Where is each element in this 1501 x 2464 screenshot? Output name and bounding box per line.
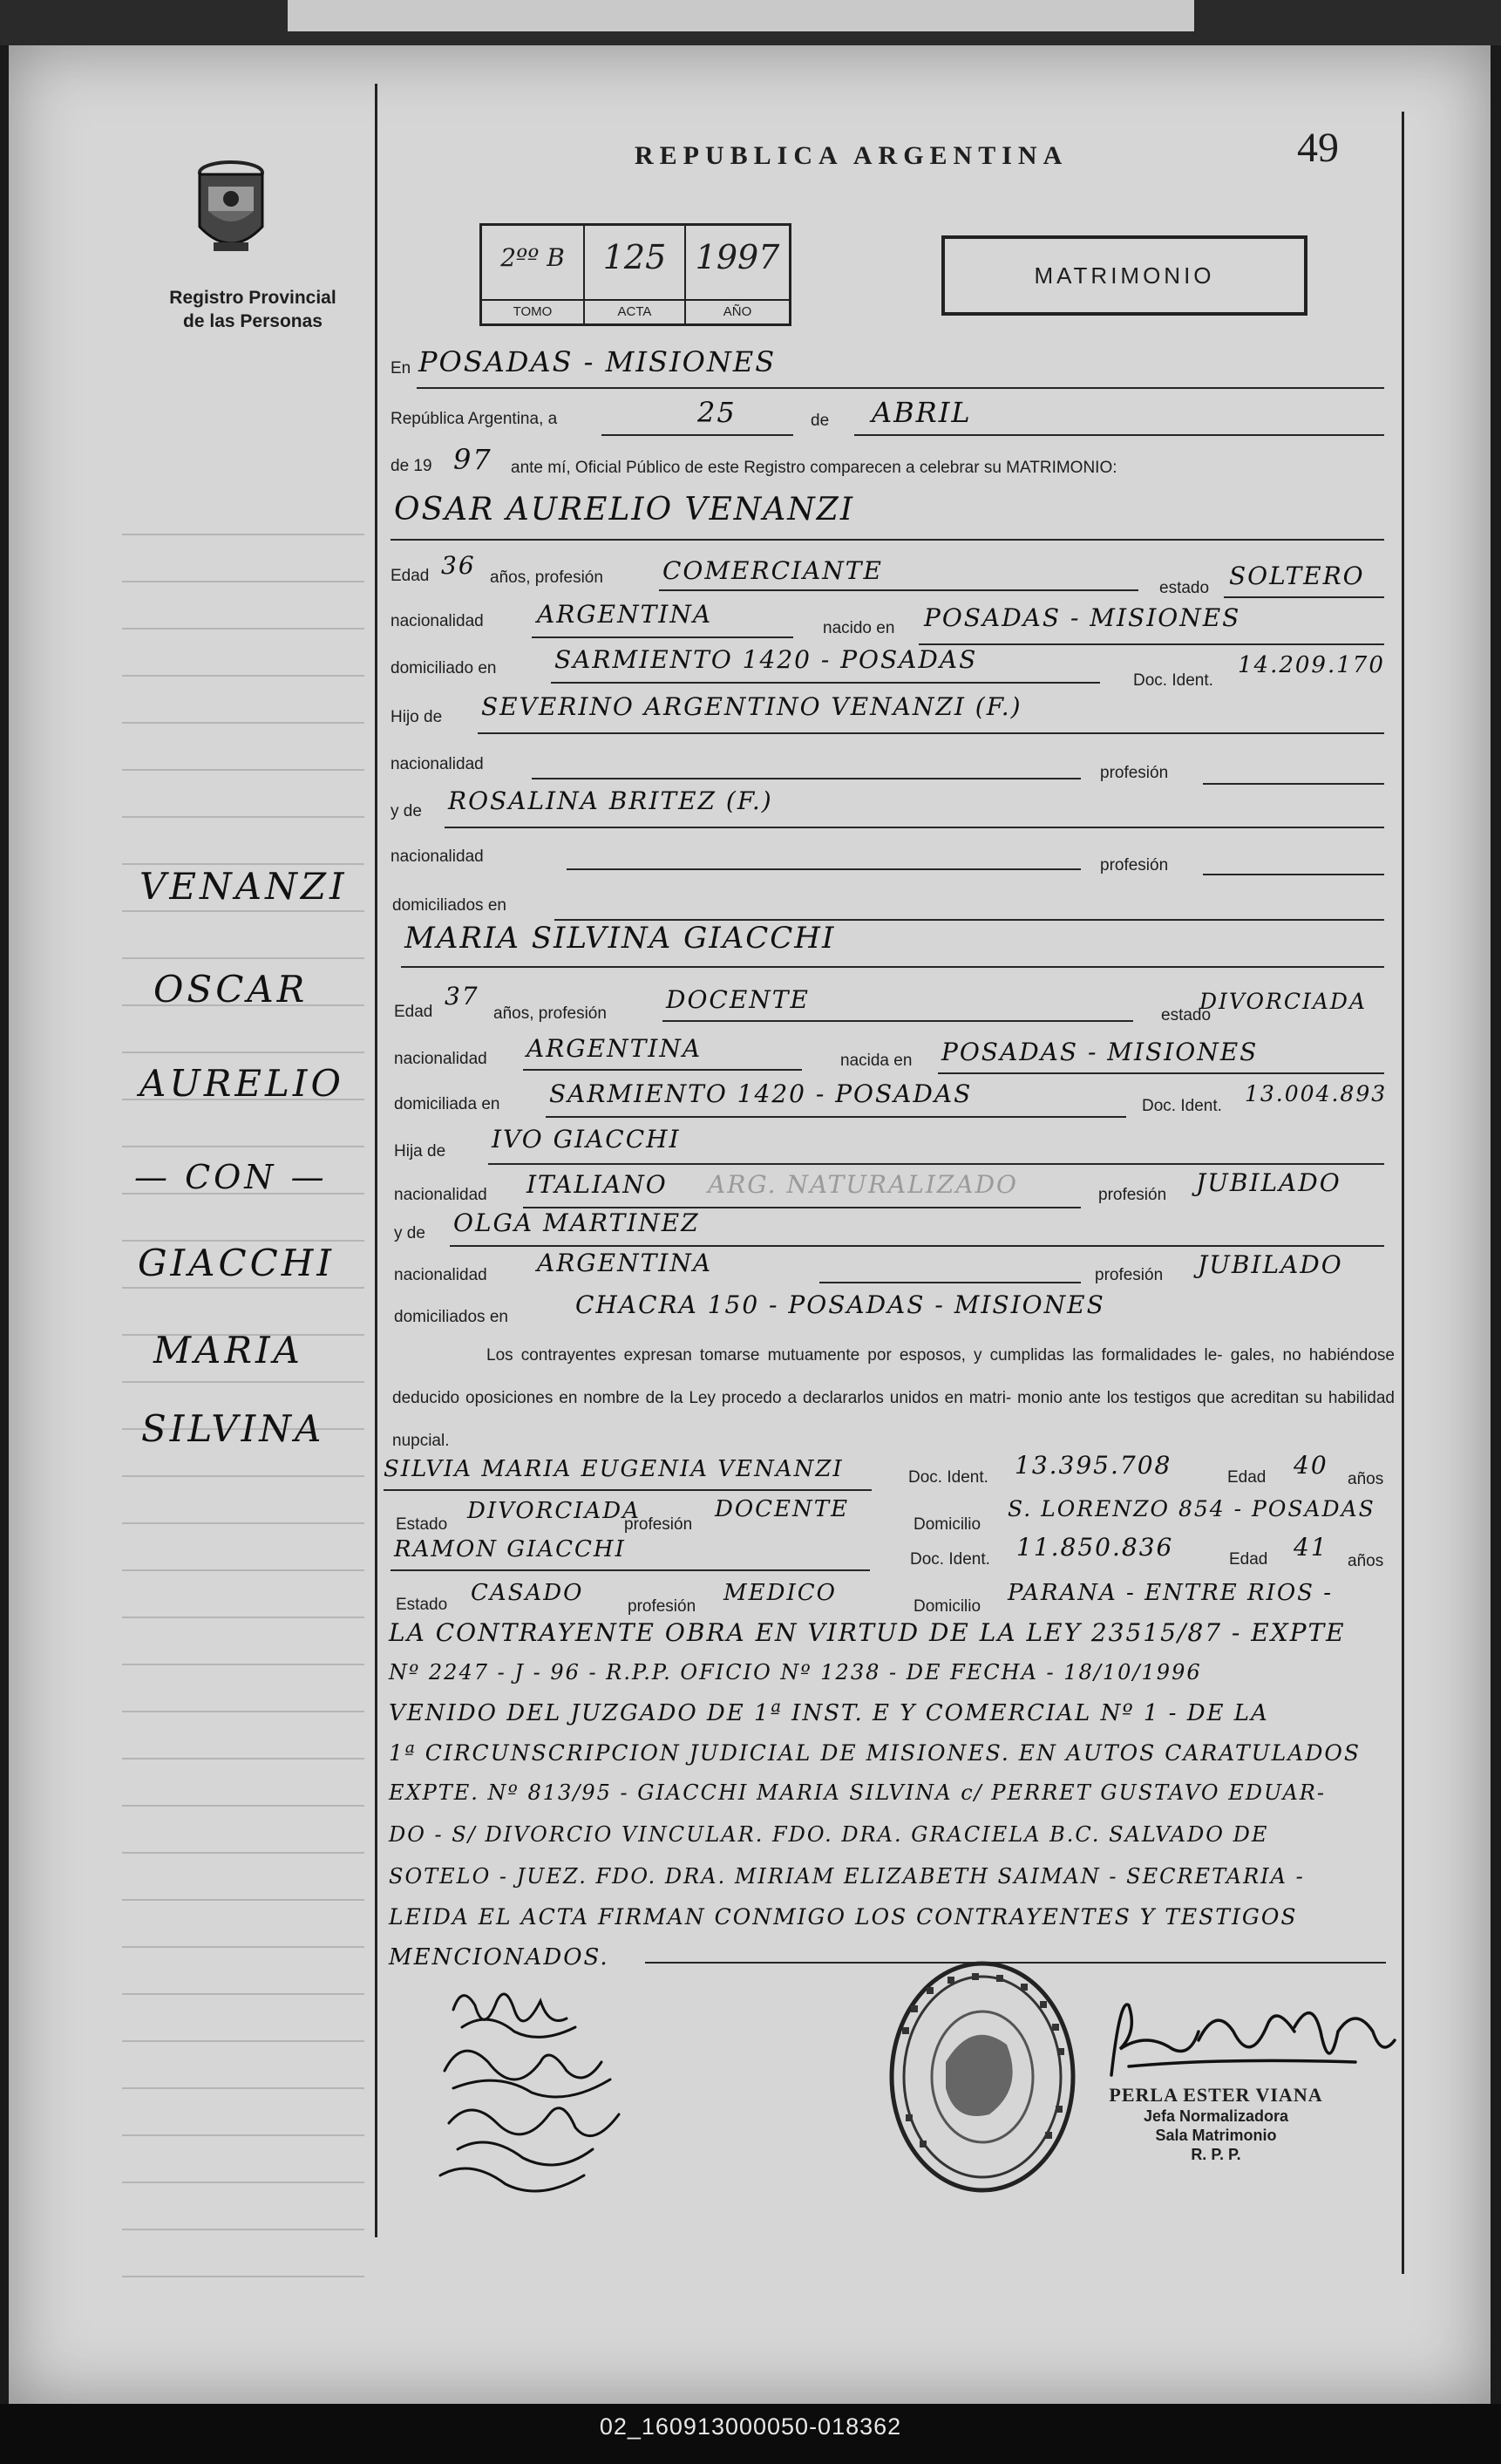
label-doc-w2: Doc. Ident.: [910, 1550, 990, 1569]
bride-birthplace-line: [938, 1072, 1384, 1074]
official-name: PERLA ESTER VIANA: [1109, 2084, 1323, 2106]
signatures-contrayentes-image: [436, 1975, 645, 2210]
groom-mother: ROSALINA BRITEZ (F.): [448, 786, 773, 815]
witness2-age: 41: [1294, 1533, 1328, 1562]
groom-profession-line: [659, 589, 1138, 591]
label-nacionalidad-bride-m: nacionalidad: [394, 1266, 487, 1284]
label-de19: de 19: [391, 457, 432, 475]
declaration-line-2: gales, no habiéndose deducido oposiciones en nombre de la Ley procedo a declararlos unidos en matri-: [392, 1346, 1396, 1407]
label-domicilio-w2: Domicilio: [914, 1597, 981, 1616]
label-edad-w2: Edad: [1229, 1550, 1268, 1569]
bride-father-nat-note: ARG. NATURALIZADO: [708, 1170, 1018, 1199]
label-hija-de: Hija de: [394, 1142, 446, 1161]
margin-rule-line: [122, 675, 364, 677]
official-office: Sala Matrimonio: [1155, 2127, 1277, 2144]
label-nacida-en: nacida en: [840, 1052, 913, 1070]
label-hijo-de: Hijo de: [391, 708, 443, 726]
groom-name-line: [391, 539, 1384, 541]
witness2-doc: 11.850.836: [1016, 1533, 1174, 1562]
label-doc-ident-bride: Doc. Ident.: [1142, 1097, 1222, 1115]
groom-father: SEVERINO ARGENTINO VENANZI (F.): [481, 692, 1022, 721]
margin-rule-line: [122, 957, 364, 959]
label-doc-ident: Doc. Ident.: [1133, 671, 1213, 690]
right-border: [1402, 112, 1404, 2274]
groom-father-nat-line: [532, 778, 1081, 779]
bride-name-line: [401, 966, 1384, 968]
margin-name-2: OSCAR: [153, 968, 309, 1011]
groom-mother-prof-line: [1203, 874, 1384, 875]
bride-nationality: ARGENTINA: [526, 1034, 703, 1063]
bride-address: SARMIENTO 1420 - POSADAS: [549, 1079, 973, 1108]
bride-mother-nationality: ARGENTINA: [537, 1249, 713, 1277]
groom-mother-line: [445, 827, 1384, 828]
tomo-label: TOMO: [482, 299, 583, 323]
bride-mother-profession: JUBILADO: [1198, 1250, 1343, 1279]
registry-line-1: Registro Provincial: [169, 288, 336, 308]
groom-status-line: [1224, 596, 1384, 598]
note-line-2: Nº 2247 - J - 96 - R.P.P. OFICIO Nº 1238 - DE FECHA - 18/10/1996: [389, 1660, 1202, 1685]
registry-line-2: de las Personas: [183, 311, 323, 331]
page-number: 49: [1297, 125, 1339, 171]
registry-name: [148, 286, 357, 333]
margin-name-4: — CON —: [134, 1158, 328, 1196]
note-line-5: EXPTE. Nº 813/95 - GIACCHI MARIA SILVINA c/ PERRET GUSTAVO EDUAR-: [389, 1780, 1326, 1805]
witness1-name-line: [384, 1489, 872, 1491]
label-nacido-en: nacido en: [823, 619, 895, 637]
bride-nationality-line: [523, 1069, 802, 1071]
label-anos-prof: años, profesión: [490, 568, 603, 587]
groom-age: 36: [441, 551, 476, 580]
official-seal-image: [885, 1957, 1081, 2197]
margin-name-6: MARIA: [153, 1329, 303, 1372]
form-type-box: MATRIMONIO: [941, 235, 1307, 316]
bride-name: MARIA SILVINA GIACCHI: [404, 921, 836, 956]
bride-profession: DOCENTE: [666, 985, 810, 1014]
margin-rule-line: [122, 1287, 364, 1289]
groom-birthplace-line: [919, 643, 1384, 645]
bride-father-profession: JUBILADO: [1196, 1168, 1341, 1197]
label-anos-w1: años: [1348, 1470, 1384, 1488]
year-suffix: 97: [453, 443, 492, 476]
margin-rule-line: [122, 1052, 364, 1053]
margin-rule-line: [122, 1852, 364, 1854]
official-registry: R. P. P.: [1191, 2146, 1241, 2163]
page-tab: [288, 0, 1194, 31]
groom-mother-nat-line: [567, 868, 1081, 870]
witness2-address: PARANA - ENTRE RIOS -: [1008, 1580, 1333, 1606]
margin-rule-line: [122, 628, 364, 630]
margin-rule-line: [122, 769, 364, 771]
label-domiciliado-en: domiciliado en: [391, 659, 497, 677]
label-domiciliados-en: domiciliados en: [392, 896, 506, 915]
scan-caption: 02_160913000050-018362: [599, 2413, 902, 2440]
bride-status: DIVORCIADA: [1199, 989, 1368, 1014]
note-line-4: 1ª CIRCUNSCRIPCION JUDICIAL DE MISIONES. EN AUTOS CARATULADOS: [389, 1740, 1362, 1766]
groom-nationality-line: [532, 636, 793, 638]
margin-rule-line: [122, 2182, 364, 2183]
month-value: ABRIL: [872, 396, 972, 429]
groom-doc: 14.209.170: [1238, 652, 1385, 678]
month-line: [854, 434, 1384, 436]
witness1-doc: 13.395.708: [1015, 1451, 1172, 1480]
record-reference-box: [479, 223, 791, 326]
label-domiciliados-en-bride: domiciliados en: [394, 1308, 508, 1326]
margin-rule-line: [122, 1522, 364, 1524]
country-heading: REPUBLICA ARGENTINA: [635, 141, 1069, 170]
bride-doc: 13.004.893: [1245, 1081, 1388, 1106]
label-profesion-w2: profesión: [628, 1597, 696, 1616]
margin-name-3: AURELIO: [139, 1062, 344, 1105]
label-nacionalidad-3: nacionalidad: [391, 847, 484, 866]
day-line: [601, 434, 793, 436]
margin-rule-line: [122, 1381, 364, 1383]
groom-nationality: ARGENTINA: [537, 600, 713, 629]
margin-rule-line: [122, 1146, 364, 1147]
label-profesion-bride-m: profesión: [1095, 1266, 1164, 1284]
label-y-de-bride: y de: [394, 1224, 425, 1242]
bride-mother-nat-line: [819, 1282, 1081, 1283]
note-line-9: MENCIONADOS.: [389, 1944, 609, 1971]
bride-mother: OLGA MARTINEZ: [453, 1208, 700, 1237]
margin-rule-line: [122, 1993, 364, 1995]
groom-profession: COMERCIANTE: [662, 556, 883, 585]
place-line: [417, 387, 1384, 389]
margin-name-1: VENANZI: [139, 865, 348, 908]
label-anos-prof-bride: años, profesión: [493, 1004, 607, 1023]
label-oficial: ante mí, Oficial Público de este Registro comparecen a celebrar su MATRIMONIO:: [511, 459, 1117, 477]
ano-value: 1997: [695, 238, 780, 276]
margin-rule-line: [122, 910, 364, 912]
groom-name: OSAR AURELIO VENANZI: [394, 492, 855, 528]
label-en: En: [391, 359, 411, 378]
margin-rule-line: [122, 1946, 364, 1948]
acta-label: ACTA: [585, 299, 684, 323]
label-edad-w1: Edad: [1227, 1468, 1267, 1487]
tomo-value: 2ºº B: [500, 243, 565, 272]
margin-rule-line: [122, 1899, 364, 1901]
witness2-name-line: [391, 1569, 870, 1571]
note-line-3: VENIDO DEL JUZGADO DE 1ª INST. E Y COMERCIAL Nº 1 - DE LA: [389, 1700, 1269, 1726]
witness1-age: 40: [1294, 1451, 1328, 1480]
note-line-8: LEIDA EL ACTA FIRMAN CONMIGO LOS CONTRAYENTES Y TESTIGOS: [389, 1904, 1298, 1930]
bride-mother-line: [450, 1245, 1384, 1247]
margin-rule-line: [122, 2229, 364, 2230]
margin-rule-line: [122, 1711, 364, 1712]
label-estado-bride: estado: [1161, 1006, 1212, 1024]
margin-rule-line: [122, 2276, 364, 2277]
label-nacionalidad-bride: nacionalidad: [394, 1050, 487, 1068]
margin-rule-line: [122, 1475, 364, 1477]
label-nacionalidad: nacionalidad: [391, 612, 484, 630]
label-estado: estado: [1159, 579, 1210, 597]
witness1-name: SILVIA MARIA EUGENIA VENANZI: [384, 1456, 844, 1482]
groom-address-line: [551, 682, 1100, 684]
label-anos-w2: años: [1348, 1552, 1384, 1570]
label-profesion-2: profesión: [1100, 856, 1169, 875]
official-signature-image: [1094, 1979, 1399, 2093]
day-value: 25: [697, 396, 737, 429]
bride-father: IVO GIACCHI: [492, 1125, 681, 1154]
label-edad-bride: Edad: [394, 1003, 433, 1021]
tomo-cell: [482, 226, 585, 323]
margin-rule-line: [122, 816, 364, 818]
groom-father-line: [478, 732, 1384, 734]
bride-age: 37: [445, 982, 479, 1011]
official-title: Jefa Normalizadora: [1143, 2107, 1289, 2125]
margin-rule-line: [122, 1805, 364, 1807]
groom-father-prof-line: [1203, 783, 1384, 785]
margin-rule-line: [122, 722, 364, 724]
witness2-status: CASADO: [471, 1580, 584, 1606]
margin-rule-line: [122, 581, 364, 582]
ano-label: AÑO: [686, 299, 789, 323]
bride-birthplace: POSADAS - MISIONES: [941, 1038, 1259, 1066]
margin-rule-line: [122, 1617, 364, 1618]
label-edad: Edad: [391, 567, 430, 585]
witness2-profession: MEDICO: [723, 1580, 837, 1606]
margin-rule-line: [122, 534, 364, 535]
margin-rule-line: [122, 2040, 364, 2042]
bride-father-nationality: ITALIANO: [526, 1170, 668, 1199]
label-domiciliada-en: domiciliada en: [394, 1095, 500, 1113]
margin-rule-line: [122, 2087, 364, 2089]
top-edge: [0, 0, 1501, 45]
bride-father-line: [488, 1163, 1384, 1165]
witness1-address: S. LORENZO 854 - POSADAS: [1008, 1496, 1375, 1521]
label-de: de: [811, 412, 830, 430]
acta-value: 125: [602, 238, 667, 276]
margin-rule-line: [122, 1569, 364, 1571]
acta-cell: [585, 226, 686, 323]
note-line-7: SOTELO - JUEZ. FDO. DRA. MIRIAM ELIZABETH SAIMAN - SECRETARIA -: [389, 1864, 1305, 1889]
margin-rule-line: [122, 1758, 364, 1760]
witness1-status: DIVORCIADA: [467, 1498, 641, 1524]
label-profesion-w1: profesión: [624, 1515, 693, 1534]
declaration-text: [392, 1334, 1395, 1462]
label-profesion: profesión: [1100, 764, 1169, 782]
label-y-de: y de: [391, 802, 422, 820]
label-estado-w2: Estado: [396, 1596, 448, 1614]
declaration-line-3: monio ante los testigos que acreditan su habilidad nupcial.: [392, 1389, 1395, 1450]
registry-crest-icon: [187, 148, 275, 262]
bride-parents-address: CHACRA 150 - POSADAS - MISIONES: [575, 1290, 1105, 1319]
label-republica: República Argentina, a: [391, 410, 558, 428]
ano-cell: [686, 226, 789, 323]
label-nacionalidad-bride-f: nacionalidad: [394, 1186, 487, 1204]
groom-status: SOLTERO: [1229, 562, 1365, 590]
note-line-6: DO - S/ DIVORCIO VINCULAR. FDO. DRA. GRACIELA B.C. SALVADO DE: [389, 1822, 1269, 1847]
label-profesion-bride-f: profesión: [1098, 1186, 1167, 1204]
groom-birthplace: POSADAS - MISIONES: [924, 603, 1241, 632]
label-nacionalidad-2: nacionalidad: [391, 755, 484, 773]
margin-rule-line: [122, 1664, 364, 1665]
witness2-name: RAMON GIACCHI: [394, 1536, 626, 1562]
official-stamp: [1090, 2084, 1342, 2164]
bride-profession-line: [662, 1020, 1133, 1022]
label-doc-w1: Doc. Ident.: [908, 1468, 988, 1487]
margin-divider: [375, 84, 377, 2237]
declaration-line-1: Los contrayentes expresan tomarse mutuamente por esposos, y cumplidas las formalidades le-: [486, 1346, 1223, 1365]
margin-rule-line: [122, 2134, 364, 2136]
label-estado-w1: Estado: [396, 1515, 448, 1534]
label-domicilio-w1: Domicilio: [914, 1515, 981, 1534]
place-value: POSADAS - MISIONES: [418, 345, 777, 378]
margin-name-7: SILVINA: [141, 1407, 325, 1450]
margin-name-5: GIACCHI: [138, 1242, 335, 1284]
note-line-1: LA CONTRAYENTE OBRA EN VIRTUD DE LA LEY 23515/87 - EXPTE: [389, 1618, 1346, 1647]
groom-address: SARMIENTO 1420 - POSADAS: [554, 645, 978, 674]
witness1-profession: DOCENTE: [715, 1496, 850, 1522]
bride-address-line: [546, 1116, 1126, 1118]
